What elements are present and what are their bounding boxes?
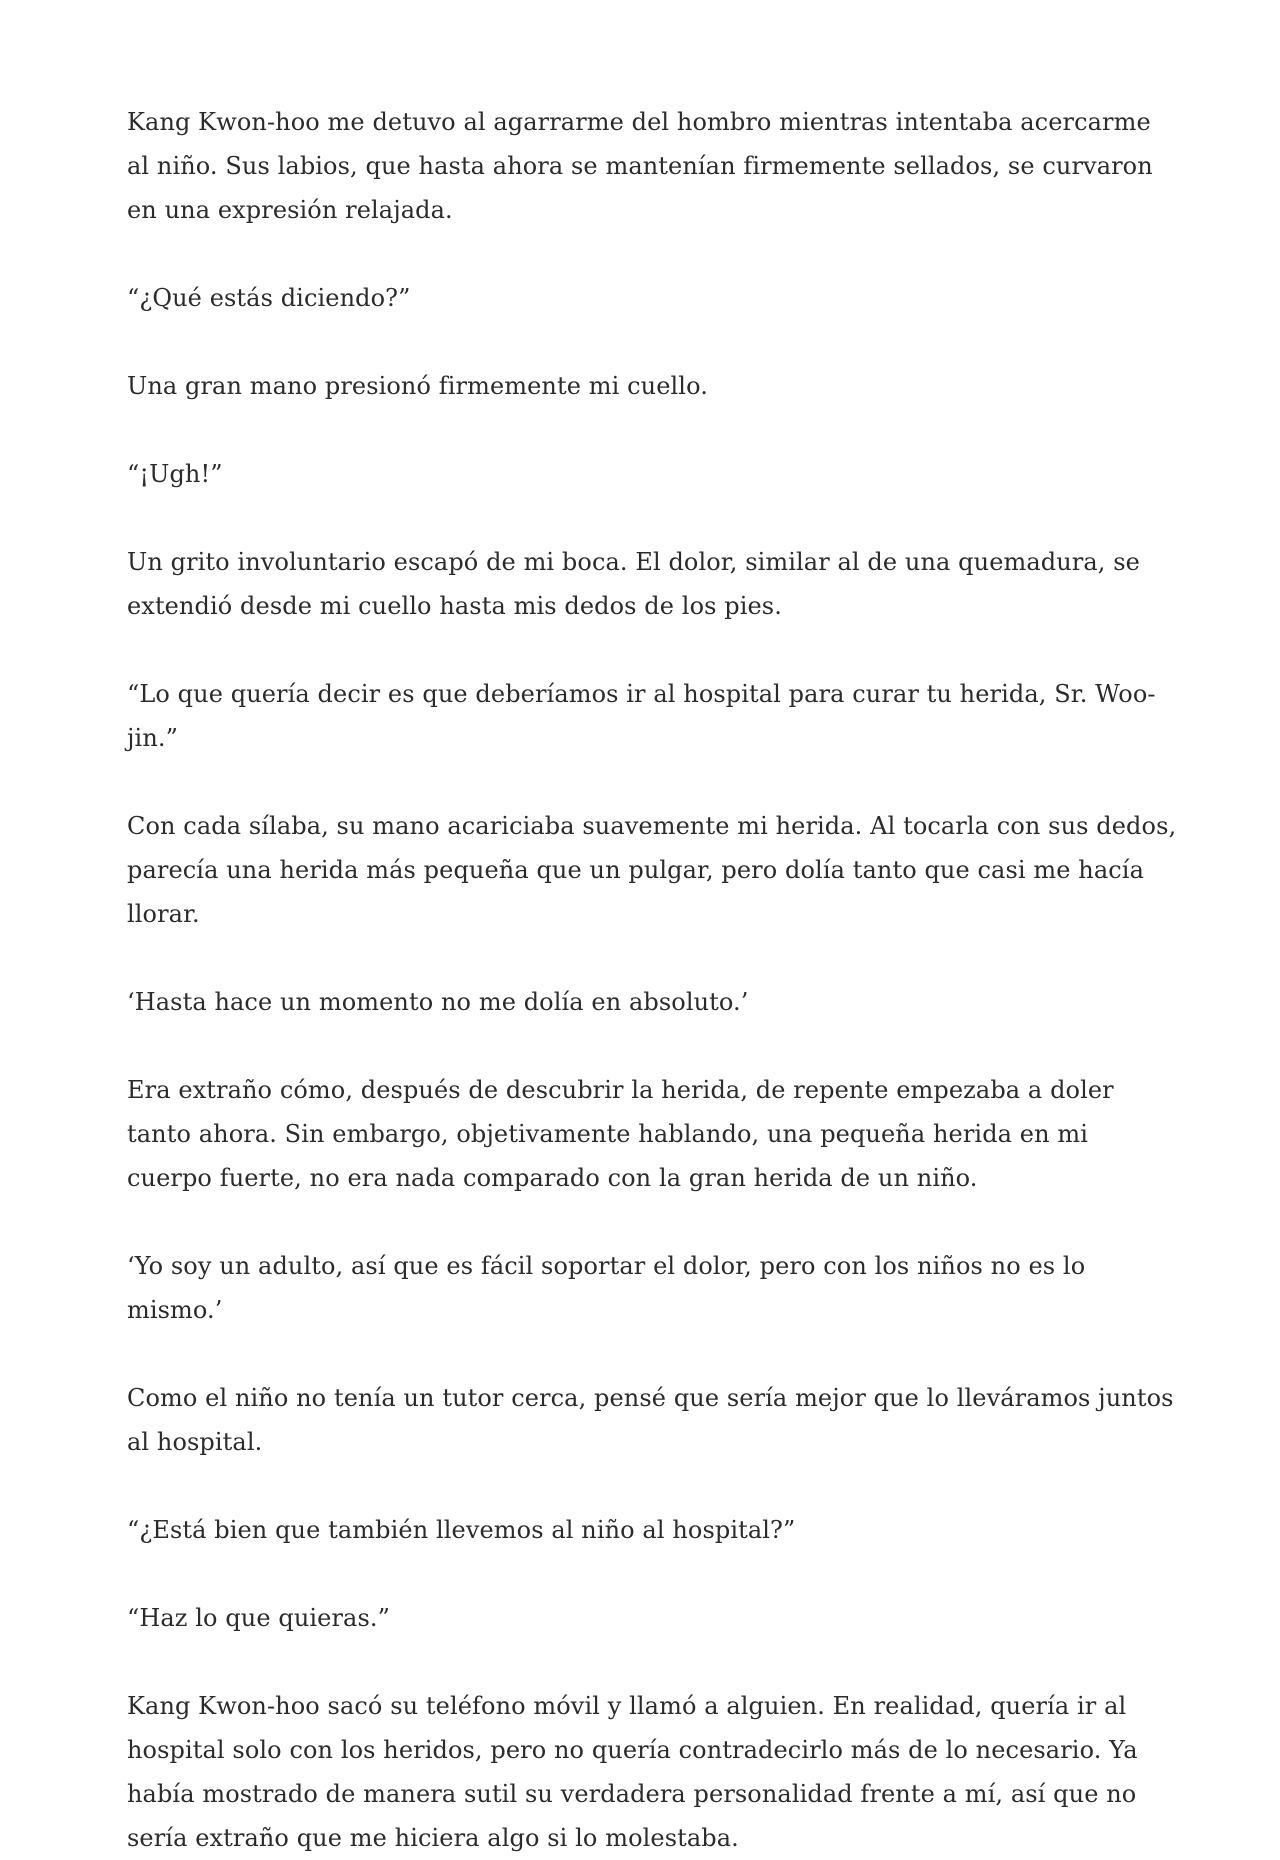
paragraph-4: “¡Ugh!” xyxy=(127,460,223,488)
paragraph-11: Como el niño no tenía un tutor cerca, pensé que sería mejor que lo lleváramos juntos al hospital. xyxy=(127,1384,1174,1456)
paragraph-8: ‘Hasta hace un momento no me dolía en absoluto.’ xyxy=(127,988,749,1016)
document-body xyxy=(127,100,1177,1860)
paragraph-9: Era extraño cómo, después de descubrir la herida, de repente empezaba a doler tanto ahora. Sin embargo, objetivamente hablando, una pequeña herida en mi cuerpo fuerte, no era nada comparado con la gran herida de un niño. xyxy=(127,1076,1114,1192)
paragraph-7: Con cada sílaba, su mano acariciaba suavemente mi herida. Al tocarla con sus dedos, parecía una herida más pequeña que un pulgar, pero dolía tanto que casi me hacía llorar. xyxy=(127,812,1177,928)
paragraph-5: Un grito involuntario escapó de mi boca. El dolor, similar al de una quemadura, se extendió desde mi cuello hasta mis dedos de los pies. xyxy=(127,548,1140,620)
paragraph-3: Una gran mano presionó firmemente mi cuello. xyxy=(127,372,708,400)
paragraph-1: Kang Kwon-hoo me detuvo al agarrarme del hombro mientras intentaba acercarme al niño. Sus labios, que hasta ahora se mantenían firmemente sellados, se curvaron en una expresión relajada. xyxy=(127,108,1153,224)
paragraph-14: Kang Kwon-hoo sacó su teléfono móvil y llamó a alguien. En realidad, quería ir al hospital solo con los heridos, pero no quería contradecirlo más de lo necesario. Ya había mostrado de manera sutil su verdadera personalidad frente a mí, así que no sería extraño que me hiciera algo si lo molestaba. xyxy=(127,1692,1138,1852)
paragraph-10: ‘Yo soy un adulto, así que es fácil soportar el dolor, pero con los niños no es lo mismo.’ xyxy=(127,1252,1086,1324)
paragraph-13: “Haz lo que quieras.” xyxy=(127,1604,390,1632)
paragraph-12: “¿Está bien que también llevemos al niño al hospital?” xyxy=(127,1516,796,1544)
paragraph-6: “Lo que quería decir es que deberíamos ir al hospital para curar tu herida, Sr. Woo-jin.” xyxy=(127,680,1156,752)
paragraph-2: “¿Qué estás diciendo?” xyxy=(127,284,411,312)
